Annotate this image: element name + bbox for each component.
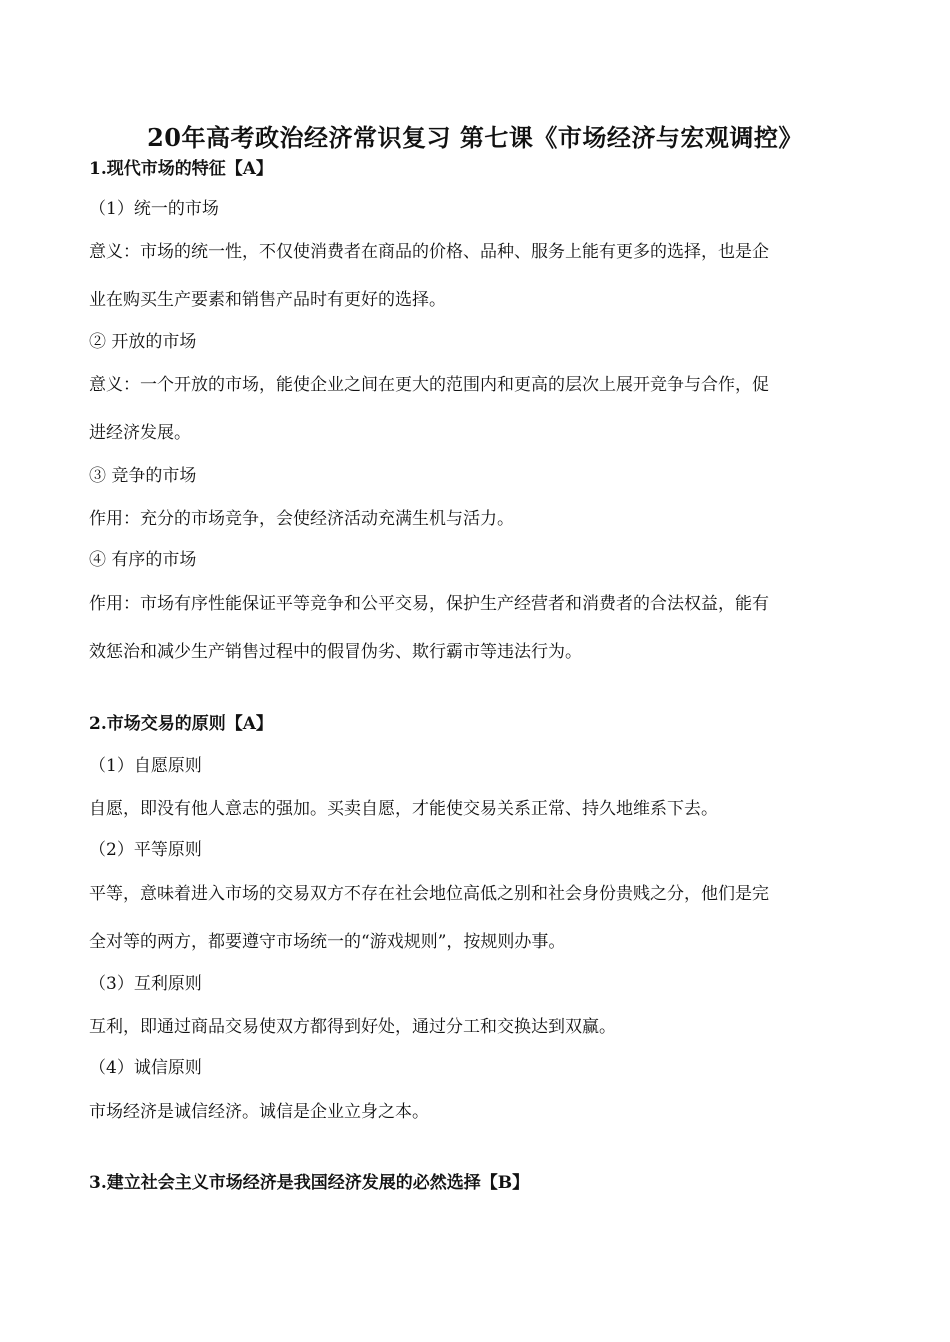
paragraph-line: 自愿，即没有他人意志的强加。买卖自愿，才能使交易关系正常、持久地维系下去。	[89, 799, 718, 819]
paragraph-line: 平等，意味着进入市场的交易双方不存在社会地位高低之别和社会身份贵贱之分，他们是完	[89, 884, 769, 904]
subheading: （1）统一的市场	[89, 199, 219, 219]
section-heading: 2.市场交易的原则【A】	[89, 714, 273, 734]
section-heading: 1.现代市场的特征【A】	[89, 159, 273, 179]
paragraph-line: 互利，即通过商品交易使双方都得到好处，通过分工和交换达到双赢。	[89, 1017, 616, 1037]
paragraph-line: 市场经济是诚信经济。诚信是企业立身之本。	[89, 1102, 429, 1122]
subheading: ③ 竞争的市场	[89, 466, 197, 486]
subheading: （3）互利原则	[89, 974, 202, 994]
subheading: （1）自愿原则	[89, 756, 202, 776]
paragraph-line: 作用：市场有序性能保证平等竞争和公平交易，保护生产经营者和消费者的合法权益，能有	[89, 594, 769, 614]
paragraph-line: 意义：市场的统一性，不仅使消费者在商品的价格、品种、服务上能有更多的选择，也是企	[89, 242, 769, 262]
paragraph-line: 意义：一个开放的市场，能使企业之间在更大的范围内和更高的层次上展开竞争与合作，促	[89, 375, 769, 395]
paragraph-line: 作用：充分的市场竞争，会使经济活动充满生机与活力。	[89, 509, 514, 529]
paragraph-line: 全对等的两方，都要遵守市场统一的“游戏规则”，按规则办事。	[89, 932, 566, 952]
paragraph-line: 业在购买生产要素和销售产品时有更好的选择。	[89, 290, 446, 310]
subheading: （4）诚信原则	[89, 1058, 202, 1078]
subheading: （2）平等原则	[89, 840, 202, 860]
paragraph-line: 进经济发展。	[89, 423, 191, 443]
document-title: 20年高考政治经济常识复习 第七课《市场经济与宏观调控》	[147, 123, 803, 152]
subheading: ② 开放的市场	[89, 332, 197, 352]
paragraph-line: 效惩治和减少生产销售过程中的假冒伪劣、欺行霸市等违法行为。	[89, 642, 582, 662]
section-heading: 3.建立社会主义市场经济是我国经济发展的必然选择【B】	[89, 1173, 530, 1193]
subheading: ④ 有序的市场	[89, 550, 197, 570]
